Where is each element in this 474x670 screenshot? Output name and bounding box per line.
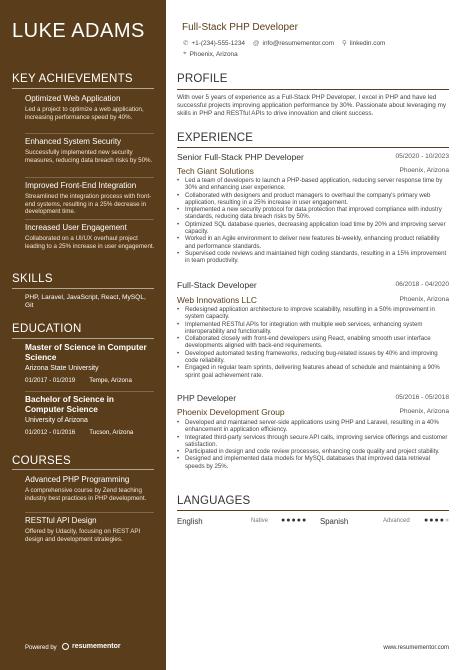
section-title-languages: LANGUAGES: [177, 495, 251, 507]
proficiency-dot: ●: [286, 517, 292, 524]
divider: [12, 88, 154, 89]
education-dates: 01/2017 - 01/2019: [25, 377, 76, 384]
section-title-skills: SKILLS: [12, 273, 53, 285]
education-item: [25, 343, 155, 384]
job-bullet: • Developed and maintained server-side applications using PHP and Laravel, resulting in a 40% enhancement in application efficiency.: [185, 419, 450, 434]
achievement-desc: Led a project to optimize a web application, increasing performance speed by 40%.: [25, 106, 144, 121]
proficiency-dot: ●: [301, 517, 308, 524]
education-meta: [25, 429, 155, 436]
resume-name: LUKE ADAMS: [12, 20, 145, 42]
education-location: Tucson, Arizona: [89, 429, 134, 436]
job-location: Phoenix, Arizona: [399, 296, 449, 303]
job-bullet: • Developed automated testing frameworks, reducing bug-related issues by 40% and improving code reliability.: [185, 350, 450, 365]
achievement-desc: Successfully implemented new security measures, reducing data breach risks by 50%.: [25, 149, 153, 164]
job-bullets: [185, 419, 450, 470]
footer-url[interactable]: www.resumementor.com: [383, 645, 449, 651]
divider: [12, 338, 154, 339]
course-item: [25, 516, 155, 543]
contact-phone: +1-(234)-555-1234: [191, 39, 245, 47]
job-bullet: • Redesigned application architecture to improve scalability, resulting in a 50% improvement in system capacity.: [185, 306, 450, 321]
job-bullet: • Engaged in regular team sprints, delivering features ahead of schedule and maintaining a 90% sprint goal achievement rate.: [185, 364, 450, 379]
course-item: [25, 475, 155, 502]
education-school: Arizona State University: [25, 365, 99, 372]
job-company: Web Innovations LLC: [177, 295, 257, 305]
job-dates: 05/2016 - 05/2018: [395, 394, 449, 401]
proficiency-dot: ●: [291, 517, 297, 524]
headline-title: Full-Stack PHP Developer: [182, 22, 298, 33]
education-item: [25, 395, 155, 436]
contact-row-location: [183, 50, 238, 58]
achievement-title: Enhanced System Security: [25, 137, 122, 146]
section-title-courses: COURSES: [12, 455, 71, 467]
section-title-experience: EXPERIENCE: [177, 132, 254, 144]
divider: [12, 288, 154, 289]
proficiency-dot: ●: [424, 517, 430, 524]
job-bullet: • Supervised code reviews and maintained high coding standards, resulting in a 15% improvement in team productivity.: [185, 250, 450, 265]
job-bullet: • Collaborated closely with front-end developers using React, enabling smooth user interface developments aligned with back-end requirements.: [185, 335, 450, 350]
education-degree: Bachelor of Science in Computer Science: [25, 394, 114, 414]
divider: [25, 219, 154, 220]
divider: [25, 177, 154, 178]
sidebar: [0, 0, 166, 670]
education-degree: Master of Science in Computer Science: [25, 342, 147, 362]
phone-icon: ✆: [183, 40, 189, 47]
job-bullets: [185, 177, 450, 265]
job-bullet: • Collaborated with designers and product managers to overhaul the company's primary web application, resulting in a 25% increase in user engagement.: [185, 192, 450, 207]
language-level: Advanced: [383, 518, 410, 524]
achievement-title: Improved Front-End Integration: [25, 181, 137, 190]
email-icon: @: [252, 39, 260, 47]
language-name: English: [177, 517, 203, 526]
job-bullet: • Led a team of developers to launch a PHP-based application, reducing server response time by 30% and enhancing user experience.: [185, 177, 450, 192]
divider: [25, 512, 154, 513]
divider: [12, 469, 154, 470]
language-dots: [424, 517, 450, 524]
divider: [25, 391, 154, 392]
job-location: Phoenix, Arizona: [399, 408, 449, 415]
job-bullet: • Participated in design and code review processes, enhancing code quality and project stability.: [185, 448, 450, 455]
divider: [25, 133, 154, 134]
brand-name: resumementor: [72, 643, 121, 650]
link-icon: ⚲: [342, 40, 347, 47]
section-title-profile: PROFILE: [177, 73, 228, 85]
languages-row: [177, 517, 449, 529]
proficiency-dot: ●: [434, 517, 440, 524]
job-role: PHP Developer: [177, 393, 237, 403]
job-bullet: • Integrated third-party services through secure API calls, improving service offerings and customer satisfaction.: [185, 434, 450, 449]
language-dots: [281, 517, 307, 524]
proficiency-dot: ●: [444, 517, 451, 524]
job-bullets: [185, 306, 450, 379]
proficiency-dot: ●: [429, 517, 435, 524]
powered-by-label: Powered by: [25, 645, 57, 651]
course-desc: A comprehensive course by Zend teaching industry best practices in PHP development.: [25, 487, 147, 502]
language-level: Native: [251, 518, 269, 524]
course-title: RESTful API Design: [25, 516, 97, 525]
proficiency-dot: ●: [281, 517, 287, 524]
achievement-desc: Streamlined the integration process with front-end systems, resulting in a 25% decrease in development time.: [25, 193, 152, 216]
job-bullet: • Implemented a new security protocol for data protection that improved compliance with industry standards, reducing data breach risks by 50%.: [185, 206, 450, 221]
achievement-title: Optimized Web Application: [25, 94, 121, 103]
job-company: Phoenix Development Group: [177, 407, 285, 417]
education-location: Tempe, Arizona: [89, 377, 132, 384]
contact-linkedin[interactable]: linkedin.com: [349, 39, 386, 47]
contact-location: Phoenix, Arizona: [189, 50, 238, 58]
achievement-item: [25, 181, 155, 216]
location-pin-icon: ⌖: [183, 50, 187, 57]
education-meta: [25, 377, 155, 384]
job-bullet: • Worked in an Agile environment to deliver new features bi-weekly, enhancing product reliability and performance standards.: [185, 235, 450, 250]
education-school: University of Arizona: [25, 417, 88, 424]
job-bullet: • Optimized SQL database queries, decreasing application load time by 20% and improving server capacity.: [185, 221, 450, 236]
profile-text: With over 5 years of experience as a Full-Stack PHP Developer, I excel in PHP and have led successful projects improving application performance by 30%. Passionate about leveraging my skills in PHP and RESTful APIs to drive innovation and client success.: [177, 94, 447, 117]
course-desc: Offered by Udacity, focusing on REST API design and development strategies.: [25, 528, 141, 543]
job-bullet: • Designed and implemented data models for MySQL databases that improved data retrieval speeds by 25%.: [185, 455, 450, 470]
proficiency-dot: ●: [439, 517, 445, 524]
job-role: Senior Full-Stack PHP Developer: [177, 152, 304, 162]
job-dates: 05/2020 - 10/2023: [395, 153, 449, 160]
divider: [177, 147, 449, 148]
skills-list: PHP, Laravel, JavaScript, React, MySQL, Git: [25, 294, 146, 310]
education-dates: 01/2012 - 01/2016: [25, 429, 76, 436]
course-title: Advanced PHP Programming: [25, 475, 130, 484]
contact-email[interactable]: info@resumementor.com: [262, 39, 335, 47]
job-dates: 06/2018 - 04/2020: [395, 281, 449, 288]
job-bullet: • Implemented RESTful APIs for integration with multiple web services, enhancing system interoperability and functionality.: [185, 321, 450, 336]
brand-logo-icon: [62, 643, 69, 650]
divider: [177, 510, 449, 511]
proficiency-dot: ●: [296, 517, 302, 524]
language-name: Spanish: [320, 517, 349, 526]
job-company: Tech Giant Solutions: [177, 166, 254, 176]
contact-row: [183, 39, 385, 47]
section-title-achievements: KEY ACHIEVEMENTS: [12, 73, 133, 85]
job-role: Full-Stack Developer: [177, 280, 257, 290]
achievement-item: [25, 223, 155, 250]
section-title-education: EDUCATION: [12, 323, 82, 335]
divider: [177, 89, 449, 90]
achievement-desc: Collaborated on a UI/UX overhaul project leading to a 25% increase in user engagement.: [25, 235, 155, 250]
achievement-title: Increased User Engagement: [25, 223, 127, 232]
achievement-item: [25, 94, 155, 121]
brand-logo: [62, 643, 121, 650]
achievement-item: [25, 137, 155, 164]
job-location: Phoenix, Arizona: [399, 167, 449, 174]
